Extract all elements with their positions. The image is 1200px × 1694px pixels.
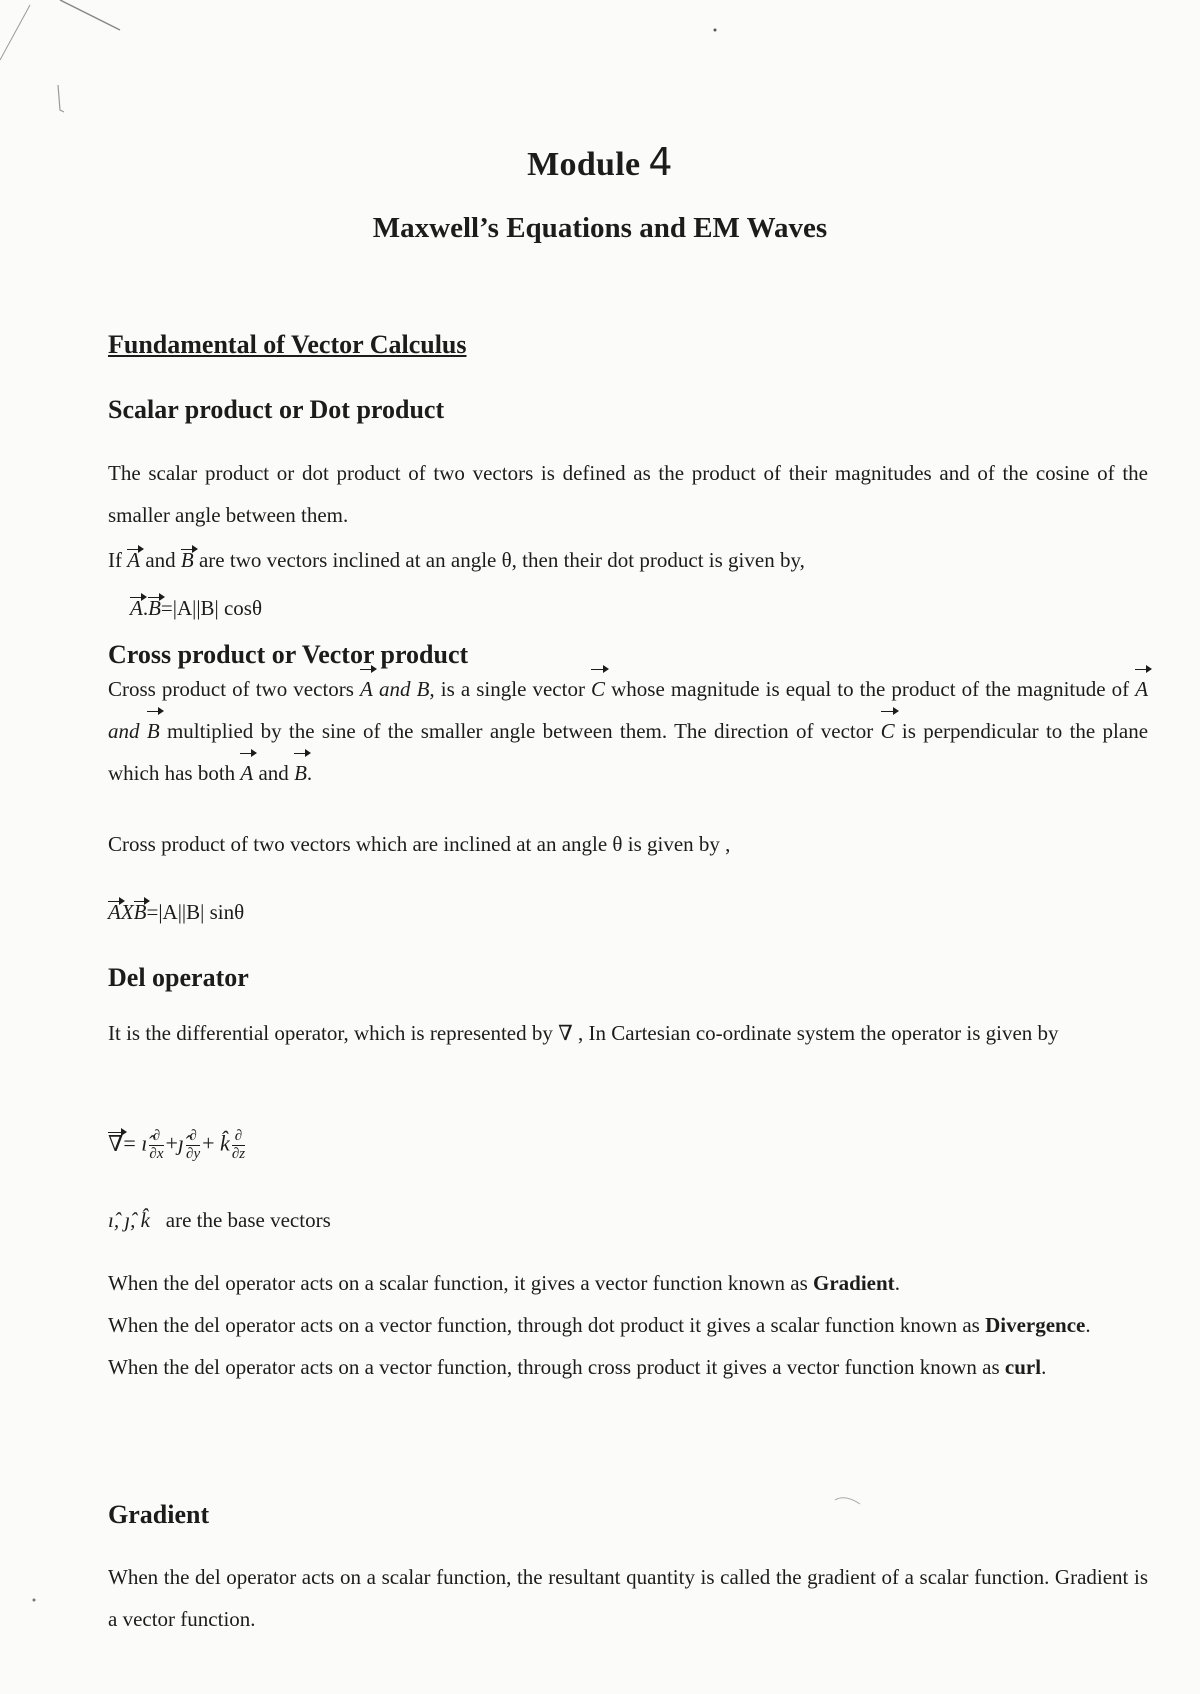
heading-gradient: Gradient [108,1500,210,1529]
equals-sign: = [123,1130,142,1156]
cross-text-e: multiplied by the sine of the smaller angle between them. The direction of vector [166,719,874,743]
text-if: If [108,548,122,572]
cross-text-a: Cross product of two vectors [108,677,354,701]
i-hat: ı̂ [141,1130,148,1156]
dot-formula-rhs: =|A||B| cosθ [160,596,263,620]
section-heading-vector-calculus: Fundamental of Vector Calculus [108,330,467,359]
vector-b: B [180,548,194,572]
vector-b: B [148,596,161,620]
partial-symbol: ∂ [232,1128,245,1146]
heading-dot-product: Scalar product or Dot product [108,395,445,424]
vector-a: A [1135,668,1148,710]
text-and-italic: and [378,677,411,701]
vector-a: A [127,548,141,572]
partial-symbol: ∂ [186,1128,200,1146]
dot-product-intro [108,548,805,573]
vector-b: B [147,710,160,752]
partial-x-fraction [149,1128,163,1163]
plus-sign: + [202,1130,215,1156]
vector-b: B [294,752,307,794]
text-and: and [145,548,176,572]
partial-z: ∂z [231,1146,246,1162]
vector-a: A [240,752,253,794]
gradient-line-text: When the del operator acts on a scalar function, it gives a vector function known as [108,1271,808,1295]
module-number-handwritten: 4 [648,140,673,184]
del-operator-definition: It is the differential operator, which is represented by ∇ , In Cartesian co-ordinate system the operator is given by [108,1021,1059,1045]
cross-formula-rhs: =|A||B| sinθ [146,900,245,924]
text-and-italic: and [108,719,140,743]
heading-cross-product: Cross product or Vector product [108,640,469,669]
cross-product-formula [108,900,244,925]
j-hat: ȷ̂ [177,1130,185,1156]
vector-a: A [130,596,143,620]
partial-y: ∂y [186,1146,201,1162]
cross-product-definition [108,668,1148,794]
partial-z-fraction [232,1128,245,1163]
cross-symbol: X [120,900,134,924]
gradient-definition: When the del operator acts on a scalar function, the resultant quantity is called the gradient of a scalar function. Gradient is a vector function. [108,1565,1148,1631]
vector-b: B [133,900,147,924]
divergence-term: Divergence [985,1313,1086,1337]
vector-c: C [881,710,895,752]
period: . [306,761,313,785]
vector-a: A [108,900,121,924]
gradient-term: Gradient [813,1271,895,1295]
k-hat: k̂ [220,1130,230,1156]
cross-text-c: is a single vector [440,677,585,701]
base-vectors-text: are the base vectors [165,1208,331,1232]
heading-del-operator: Del operator [108,963,249,992]
del-operator-formula [108,1128,247,1163]
cross-text-f: is perpendicular to the plane which has both [108,719,1149,785]
plus-sign: + [165,1130,178,1156]
dot-product-formula [130,596,262,621]
curl-term: curl [1004,1355,1042,1379]
divergence-line-text: When the del operator acts on a vector function, through dot product it gives a scalar function known as [108,1313,980,1337]
nabla-symbol: ∇ [108,1130,124,1156]
dot-product-definition: The scalar product or dot product of two vectors is defined as the product of their magnitudes and of the cosine of the smaller angle between them. [108,461,1148,527]
partial-y-fraction [186,1128,200,1163]
module-title [0,140,1200,184]
dot-symbol: . [142,596,149,620]
vector-b-plain: B, [416,677,435,701]
partial-x: ∂x [149,1146,164,1162]
curl-line-text: When the del operator acts on a vector function, through cross product it gives a vector function known as [108,1355,1000,1379]
vector-c: C [591,668,605,710]
cross-product-angle-text: Cross product of two vectors which are inclined at an angle θ is given by , [108,832,731,856]
cross-text-d: whose magnitude is equal to the product of the magnitude of [611,677,1130,701]
base-vectors-line [108,1208,331,1233]
partial-symbol: ∂ [149,1128,163,1146]
vector-a: A [360,668,373,710]
document-subtitle: Maxwell’s Equations and EM Waves [372,212,828,244]
base-vector-symbols: ı̂, ȷ̂, k̂ [108,1208,150,1232]
module-title-text: Module [527,146,641,183]
del-usage-paragraph: When the del operator acts on a scalar function, it gives a vector function known as Gradient. When the del operator acts on a vector function, through dot product it gives a scalar function known as Divergence. When the del operator acts on a vector function, through cross product it gives a vector function known as curl. [108,1271,1091,1379]
text-intro-rest: are two vectors inclined at an angle θ, then their dot product is given by, [198,548,805,572]
text-and: and [258,761,289,785]
